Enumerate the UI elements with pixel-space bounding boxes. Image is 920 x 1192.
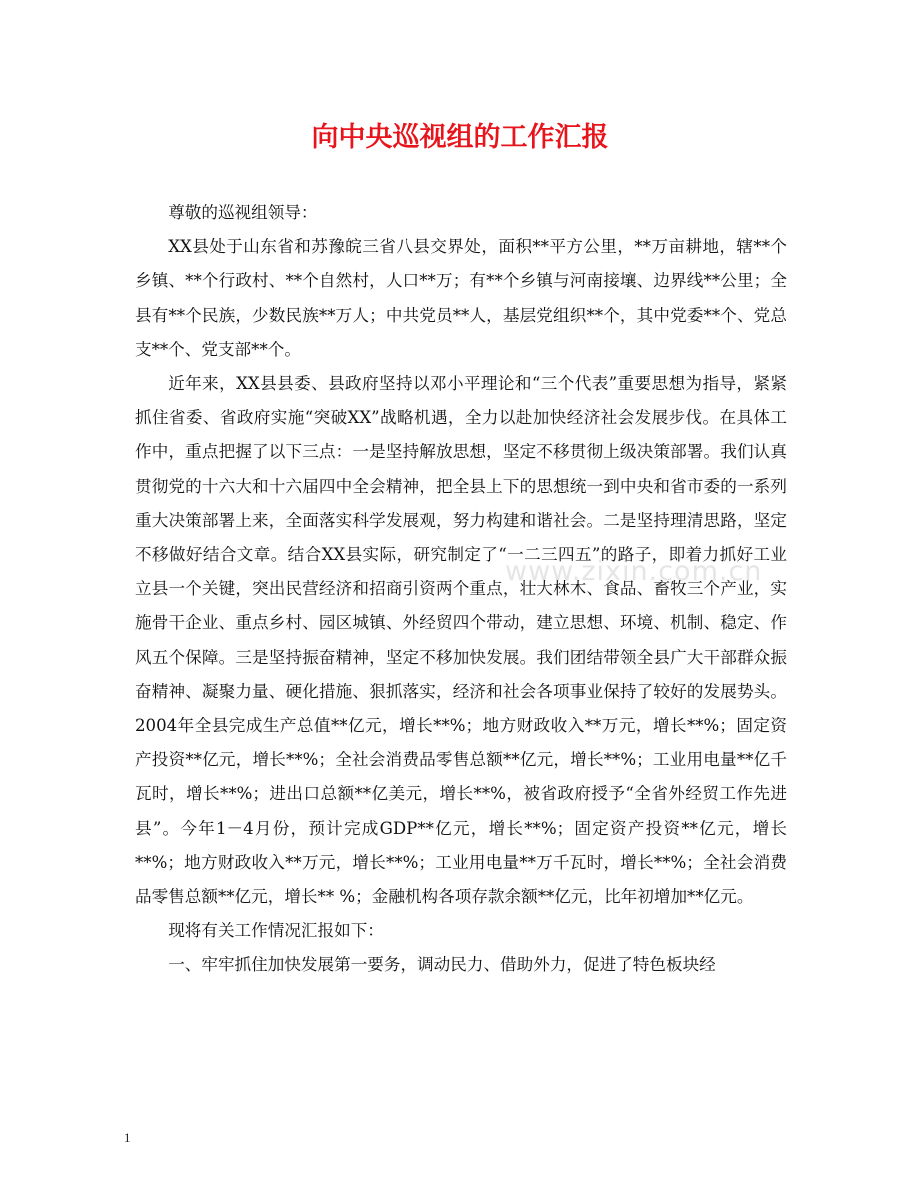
paragraph-recent-work: 近年来，XX县县委、县政府坚持以邓小平理论和“三个代表”重要思想为指导，紧紧抓住省委、省政府实施“突破XX”战略机遇，全力以赴加快经济社会发展步伐。在具体工作中，重点把握了以下三点：一是坚持解放思想，坚定不移贯彻上级决策部署。我们认真贯彻党的十六大和十六届四中全会精神，把全县上下的思想统一到中央和省市委的一系列重大决策部署上来，全面落实科学发展观，努力构建和谐社会。二是坚持理清思路，坚定不移做好结合文章。结合XX县实际，研究制定了“一二三四五”的路子，即着力抓好工业立县一个关键，突出民营经济和招商引资两个重点，壮大林木、食品、畜牧三个产业，实施骨干企业、重点乡村、园区城镇、外经贸四个带动，建立思想、环境、机制、稳定、作风五个保障。三是坚持振奋精神，坚定不移加快发展。我们团结带领全县广大干部群众振奋精神、凝聚力量、硬化措施、狠抓落实，经济和社会各项事业保持了较好的发展势头。2004年全县完成生产总值**亿元，增长**%；地方财政收入**万元，增长**%；固定资产投资**亿元，增长**%；全社会消费品零售总额**亿元，增长**%；工业用电量**亿千瓦时，增长**%；进出口总额**亿美元，增长**%，被省政府授予“全省外经贸工作先进县”。今年1－4月份，预计完成GDP**亿元，增长**%；固定资产投资**亿元，增长**%；地方财政收入**万元，增长**%；工业用电量**万千瓦时，增长**%；全社会消费品零售总额**亿元，增长** %；金融机构各项存款余额**亿元，比年初增加**亿元。 — [135, 374, 787, 907]
document-title: 向中央巡视组的工作汇报 — [311, 122, 609, 153]
footer-divider — [122, 1122, 798, 1123]
salutation: 尊敬的巡视组领导： — [168, 203, 318, 222]
document-body — [135, 196, 787, 983]
paragraph-section-one: 一、牢牢抓住加快发展第一要务，调动民力、借助外力，促进了特色板块经 — [168, 955, 716, 975]
paragraph-overview: XX县处于山东省和苏豫皖三省八县交界处，面积**平方公里，**万亩耕地，辖**个乡镇、**个行政村、**个自然村，人口**万；有**个乡镇与河南接壤、边界线**公里；全县有**个民族，少数民族**万人；中共党员**人，基层党组织**个，其中党委**个、党总支**个、党支部**个。 — [135, 237, 787, 359]
paragraph-report-intro: 现将有关工作情况汇报如下： — [168, 921, 384, 941]
page-number: 1 — [124, 1130, 131, 1145]
watermark: www.zixin.com.cn — [505, 556, 763, 587]
